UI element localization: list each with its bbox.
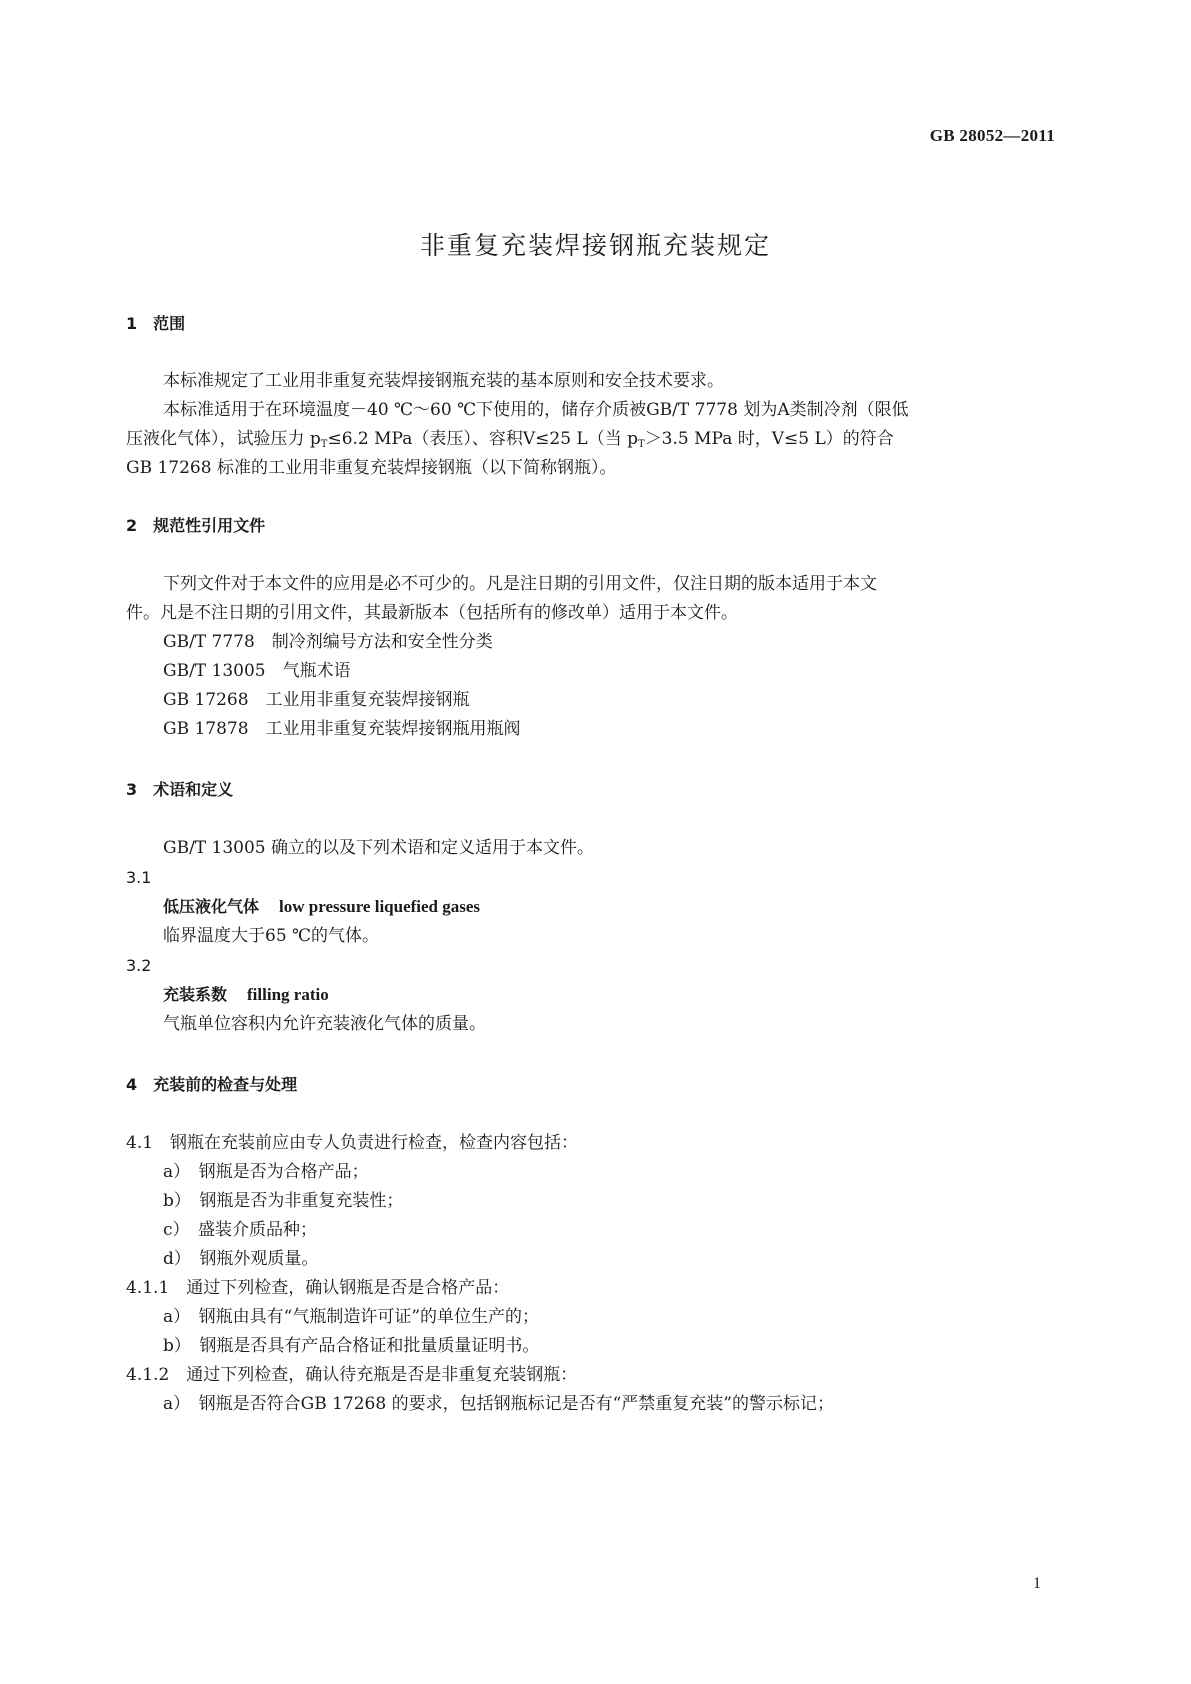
definition-term — [163, 895, 480, 919]
subscript: T — [320, 439, 328, 450]
paragraph-line — [126, 427, 894, 457]
list-item: c） 盛装介质品种； — [163, 1220, 318, 1240]
paragraph-line: 本标准适用于在环境温度－40 ℃～60 ℃下使用的，储存介质被GB/T 7778 划为A类制冷剂（限低 — [163, 400, 909, 420]
reference-item: GB/T 13005 气瓶术语 — [163, 661, 351, 681]
definition-term-en: filling ratio — [247, 985, 329, 1004]
document-title: 非重复充装焊接钢瓶充装规定 — [419, 231, 771, 260]
paragraph-line: 下列文件对于本文件的应用是必不可少的。凡是注日期的引用文件，仅注日期的版本适用于本文 — [163, 574, 877, 594]
reference-item: GB 17878 工业用非重复充装焊接钢瓶用瓶阀 — [163, 719, 521, 739]
definition-term-en: low pressure liquefied gases — [279, 897, 481, 916]
definition-number: 3.1 — [126, 868, 152, 887]
definition-term-zh: 低压液化气体 — [163, 897, 260, 916]
clause-line: 4.1 钢瓶在充装前应由专人负责进行检查，检查内容包括： — [126, 1133, 579, 1153]
paragraph-line: 件。凡是不注日期的引用文件，其最新版本（包括所有的修改单）适用于本文件。 — [126, 603, 738, 623]
reference-item: GB 17268 工业用非重复充装焊接钢瓶 — [163, 690, 470, 710]
list-item: a） 钢瓶由具有“气瓶制造许可证”的单位生产的； — [163, 1307, 540, 1327]
page-number: 1 — [1033, 1575, 1041, 1592]
section-heading-scope: 1 范围 — [126, 314, 186, 333]
section-heading-pre-filling-inspection: 4 充装前的检查与处理 — [126, 1075, 298, 1094]
clause-line: 4.1.2 通过下列检查，确认待充瓶是否是非重复充装钢瓶： — [126, 1365, 578, 1385]
paragraph-line-segment: ≤6.2 MPa（表压）、容积V≤25 L（当 p — [327, 429, 639, 449]
list-item: d） 钢瓶外观质量。 — [163, 1249, 319, 1269]
paragraph-line: 本标准规定了工业用非重复充装焊接钢瓶充装的基本原则和安全技术要求。 — [163, 371, 724, 391]
reference-item: GB/T 7778 制冷剂编号方法和安全性分类 — [163, 632, 493, 652]
paragraph-line-segment: 压液化气体），试验压力 p — [126, 429, 321, 449]
definition-term-zh: 充装系数 — [163, 985, 228, 1004]
paragraph-line: GB/T 13005 确立的以及下列术语和定义适用于本文件。 — [163, 838, 595, 858]
definition-description: 临界温度大于65 ℃的气体。 — [163, 926, 380, 946]
list-item: a） 钢瓶是否符合GB 17268 的要求，包括钢瓶标记是否有“严禁重复充装”的警示标记； — [163, 1394, 834, 1414]
list-item: b） 钢瓶是否具有产品合格证和批量质量证明书。 — [163, 1336, 540, 1356]
definition-number: 3.2 — [126, 956, 152, 975]
definition-term — [163, 983, 329, 1007]
paragraph-line-segment: ＞3.5 MPa 时，V≤5 L）的符合 — [644, 429, 894, 449]
section-heading-terms-definitions: 3 术语和定义 — [126, 780, 234, 799]
clause-line: 4.1.1 通过下列检查，确认钢瓶是否是合格产品： — [126, 1278, 510, 1298]
list-item: b） 钢瓶是否为非重复充装性； — [163, 1191, 404, 1211]
list-item: a） 钢瓶是否为合格产品； — [163, 1162, 369, 1182]
document-code: GB 28052—2011 — [929, 126, 1055, 145]
section-heading-normative-references: 2 规范性引用文件 — [126, 516, 266, 535]
paragraph-line: GB 17268 标准的工业用非重复充装焊接钢瓶（以下简称钢瓶）。 — [126, 458, 617, 478]
definition-description: 气瓶单位容积内允许充装液化气体的质量。 — [163, 1014, 486, 1034]
subscript: T — [638, 439, 645, 450]
